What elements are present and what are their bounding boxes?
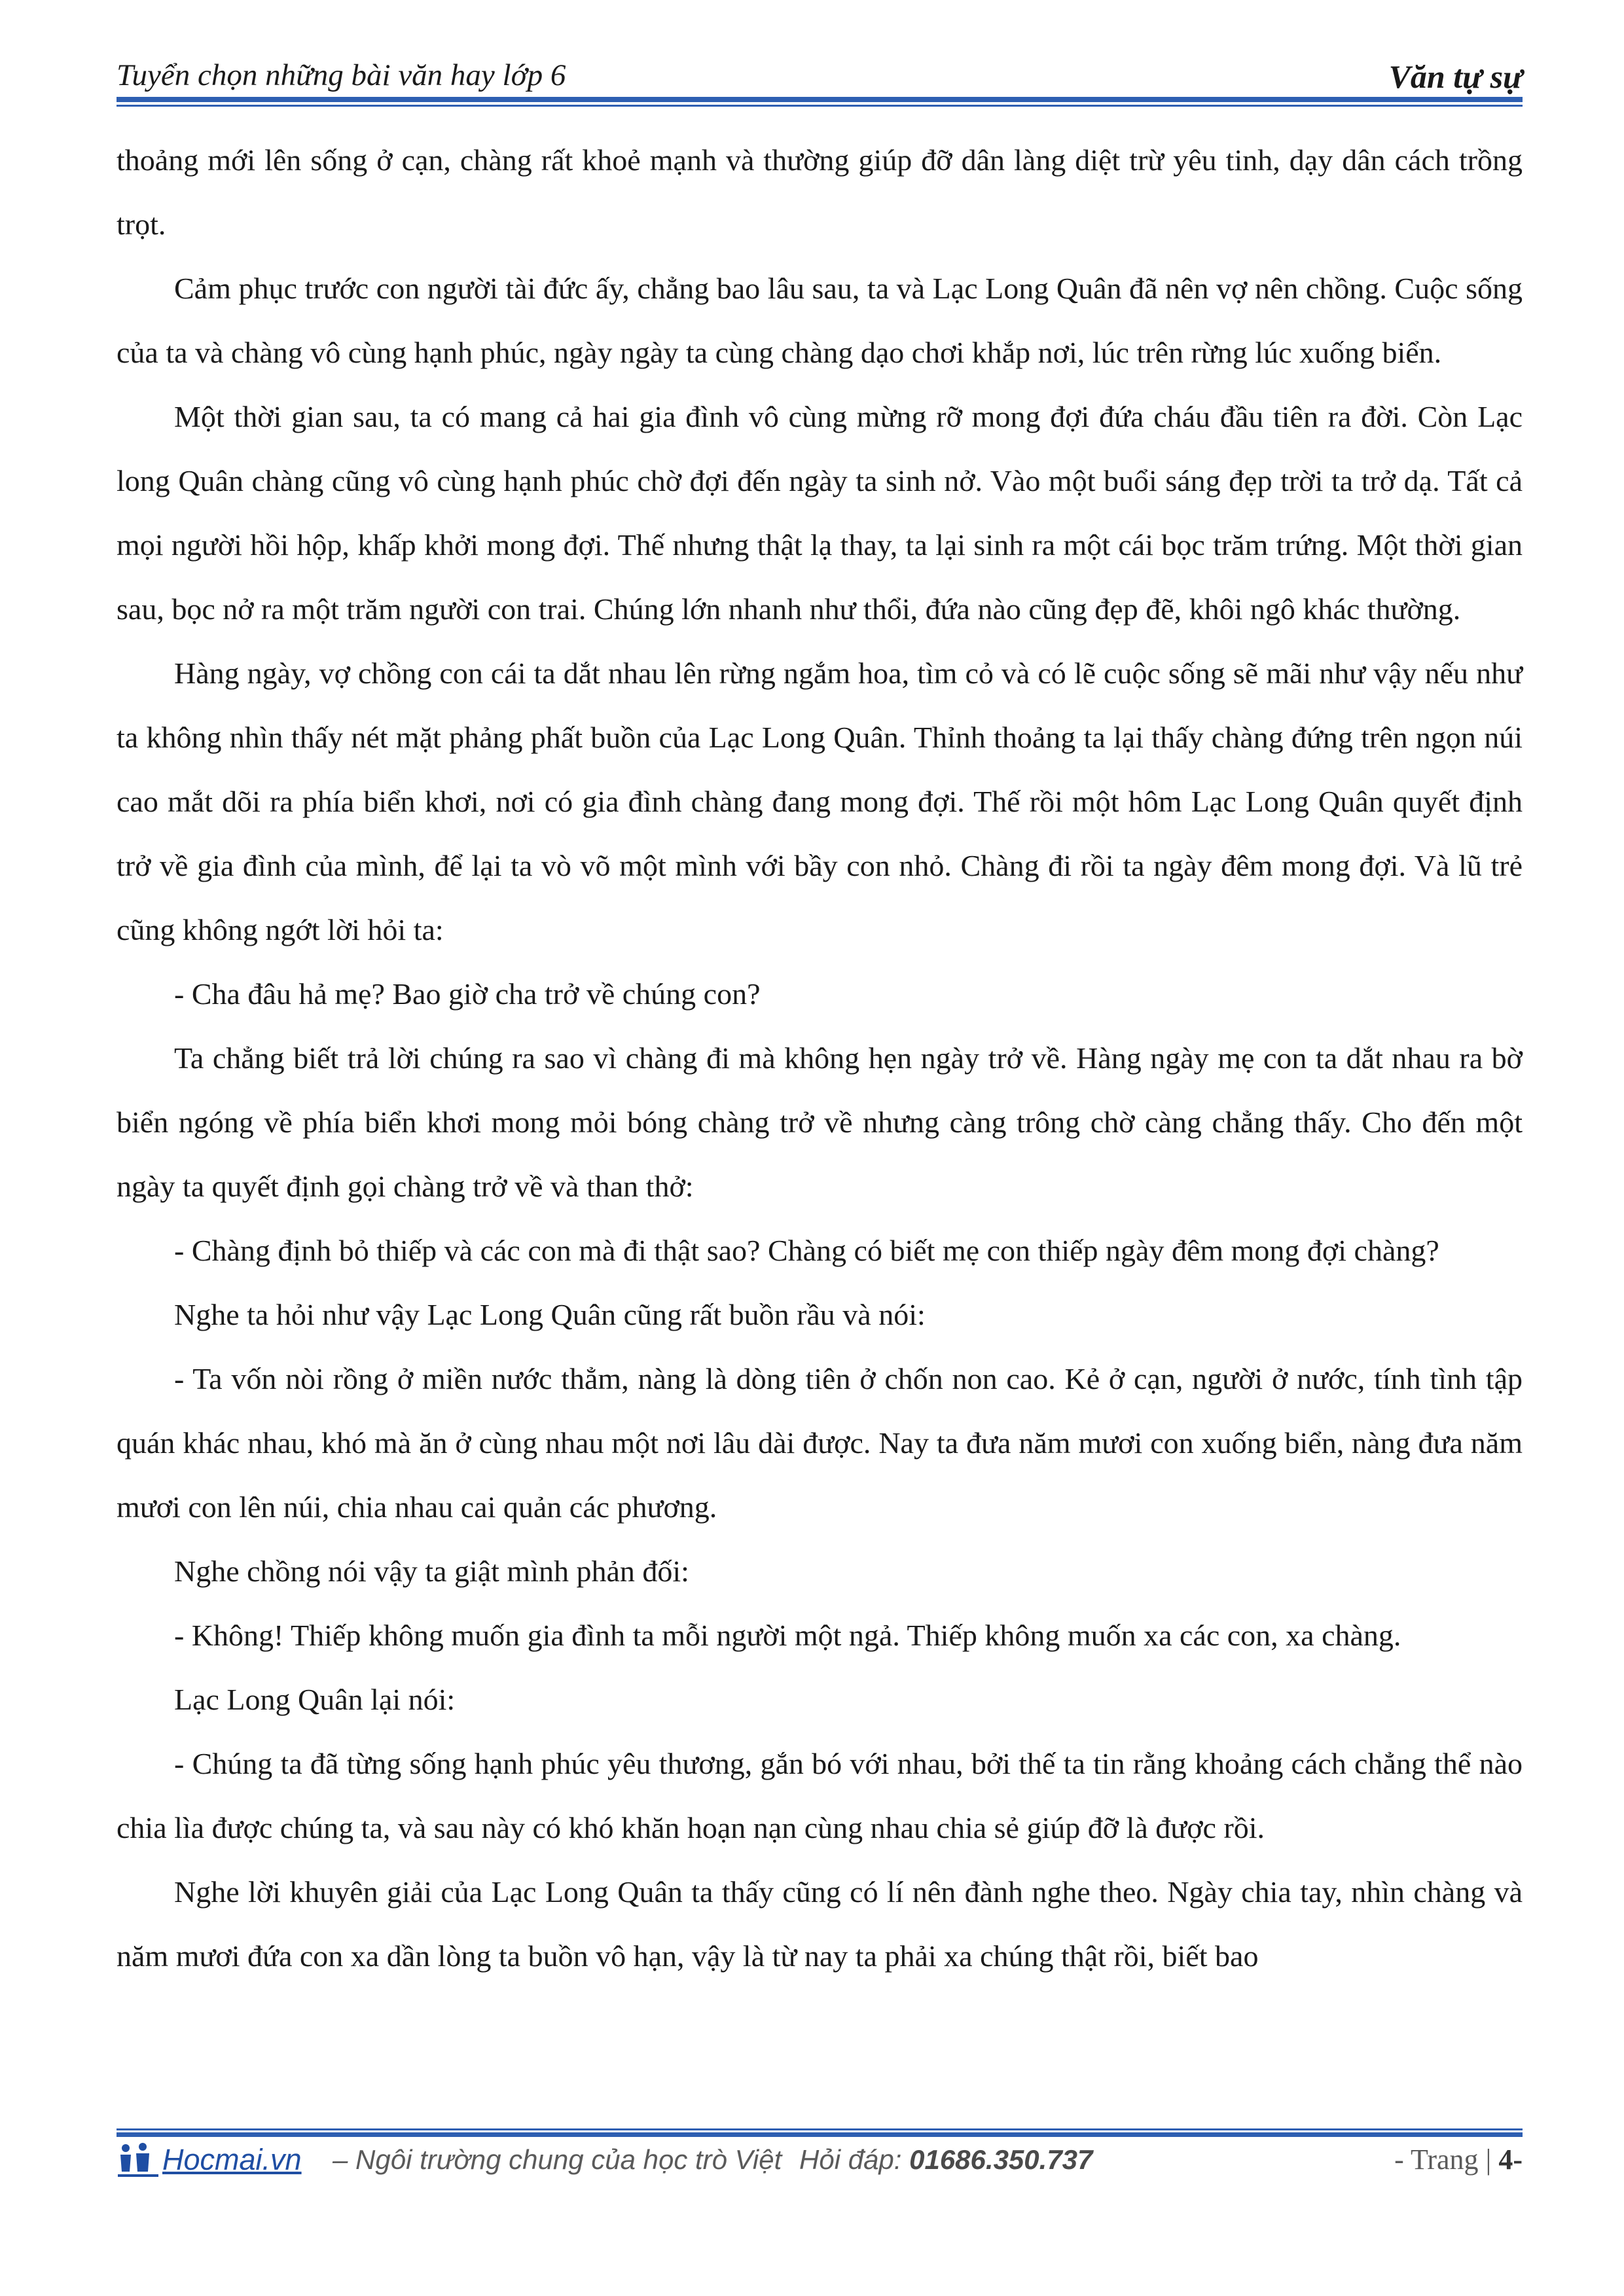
section-title: Văn tự sự: [1388, 58, 1523, 95]
body-text: [117, 128, 1523, 1988]
hotline-number: 01686.350.737: [909, 2144, 1093, 2175]
paragraph: thoảng mới lên sống ở cạn, chàng rất khoẻ mạnh và thường giúp đỡ dân làng diệt trừ yêu tinh, dạy dân cách trồng trọt.: [117, 143, 1523, 241]
paragraph: Cảm phục trước con người tài đức ấy, chẳng bao lâu sau, ta và Lạc Long Quân đã nên vợ nên chồng. Cuộc sống của ta và chàng vô cùng hạnh phúc, ngày ngày ta cùng chàng dạo chơi khắp nơi, lúc trên rừng lúc xuống biển.: [117, 272, 1523, 369]
paragraph: Hàng ngày, vợ chồng con cái ta dắt nhau lên rừng ngắm hoa, tìm cỏ và có lẽ cuộc sống sẽ mãi như vậy nếu như ta không nhìn thấy nét mặt phảng phất buồn của Lạc Long Quân. Thỉnh thoảng ta lại thấy chàng đứng trên ngọn núi cao mắt dõi ra phía biển khơi, nơi có gia đình chàng đang mong đợi. Thế rồi một hôm Lạc Long Quân quyết định trở về gia đình của mình, để lại ta vò võ một mình với bầy con nhỏ. Chàng đi rồi ta ngày đêm mong đợi. Và lũ trẻ cũng không ngớt lời hỏi ta:: [117, 656, 1523, 946]
dialogue-line: - Ta vốn nòi rồng ở miền nước thẳm, nàng là dòng tiên ở chốn non cao. Kẻ ở cạn, người ở nước, tính tình tập quán khác nhau, khó mà ăn ở cùng nhau một nơi lâu dài được. Nay ta đưa năm mươi con xuống biển, nàng đưa năm mươi con lên núi, chia nhau cai quản các phương.: [117, 1362, 1523, 1524]
page-label: - Trang |: [1394, 2144, 1492, 2176]
footer-rule-thick: [117, 2132, 1523, 2137]
page-header: [117, 58, 1523, 97]
paragraph: Một thời gian sau, ta có mang cả hai gia đình vô cùng mừng rỡ mong đợi đứa cháu đầu tiên ra đời. Còn Lạc long Quân chàng cũng vô cùng hạnh phúc chờ đợi đến ngày ta sinh nở. Vào một buổi sáng đẹp trời ta trở dạ. Tất cả mọi người hồi hộp, khấp khởi mong đợi. Thế nhưng thật lạ thay, ta lại sinh ra một cái bọc trăm trứng. Một thời gian sau, bọc nở ra một trăm người con trai. Chúng lớn nhanh như thổi, đứa nào cũng đẹp đẽ, khôi ngô khác thường.: [117, 400, 1523, 626]
hotline-label: Hỏi đáp:: [799, 2144, 902, 2175]
paragraph: Nghe lời khuyên giải của Lạc Long Quân ta thấy cũng có lí nên đành nghe theo. Ngày chia tay, nhìn chàng và năm mươi đứa con xa dần lòng ta buồn vô hạn, vậy là từ nay ta phải xa chúng thật rồi, biết bao: [117, 1875, 1523, 1973]
dialogue-line: - Không! Thiếp không muốn gia đình ta mỗi người một ngả. Thiếp không muốn xa các con, xa chàng.: [174, 1619, 1401, 1652]
page-number: 4-: [1498, 2144, 1523, 2176]
paragraph: Nghe chồng nói vậy ta giật mình phản đối:: [174, 1554, 689, 1588]
paragraph: Nghe ta hỏi như vậy Lạc Long Quân cũng rất buồn rầu và nói:: [174, 1298, 926, 1331]
footer-tagline: – Ngôi trường chung của học trò Việt: [333, 2144, 782, 2175]
header-rule-thin: [117, 105, 1523, 107]
dialogue-line: - Chúng ta đã từng sống hạnh phúc yêu thương, gắn bó với nhau, bởi thế ta tin rằng khoảng cách chẳng thể nào chia lìa được chúng ta, và sau này có khó khăn hoạn nạn cùng nhau chia sẻ giúp đỡ là được rồi.: [117, 1747, 1523, 1844]
paragraph: Lạc Long Quân lại nói:: [174, 1683, 456, 1716]
paragraph: Ta chẳng biết trả lời chúng ra sao vì chàng đi mà không hẹn ngày trở về. Hàng ngày mẹ con ta dắt nhau ra bờ biển ngóng về phía biển khơi mong mỏi bóng chàng trở về nhưng càng trông chờ càng chẳng thấy. Cho đến một ngày ta quyết định gọi chàng trở về và than thở:: [117, 1041, 1523, 1203]
header-rule-thick: [117, 97, 1523, 102]
page-indicator: [1394, 2143, 1523, 2176]
dialogue-line: - Cha đâu hả mẹ? Bao giờ cha trở về chúng con?: [174, 977, 761, 1011]
page-footer: [117, 2140, 1523, 2186]
hocmai-link[interactable]: Hocmai.vn: [162, 2143, 302, 2176]
hocmai-logo-icon: [117, 2142, 160, 2179]
footer-hotline: [799, 2144, 1092, 2176]
dialogue-line: - Chàng định bỏ thiếp và các con mà đi thật sao? Chàng có biết mẹ con thiếp ngày đêm mong đợi chàng?: [174, 1234, 1439, 1267]
footer-rule-thin: [117, 2128, 1523, 2130]
document-title: Tuyển chọn những bài văn hay lớp 6: [117, 58, 566, 92]
